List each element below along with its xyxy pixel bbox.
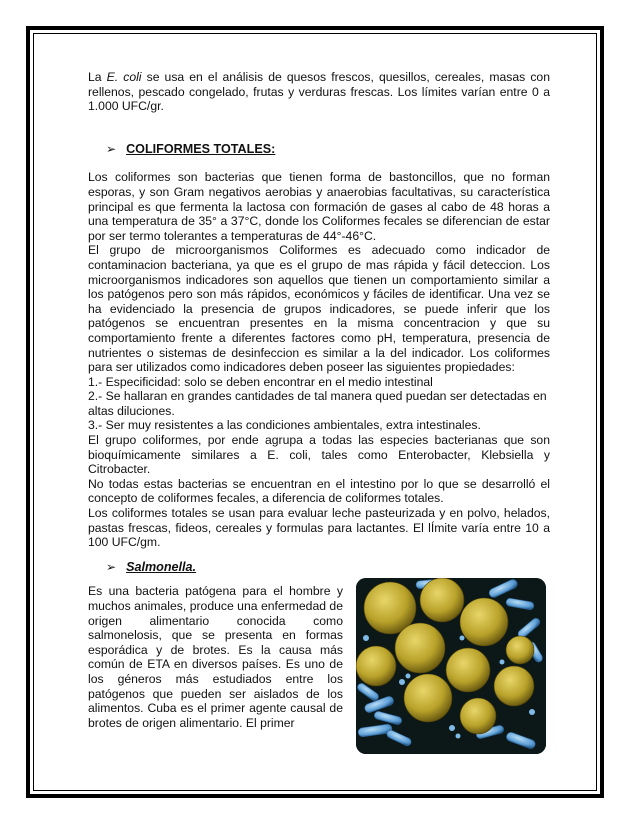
arrow-bullet-icon: ➢	[106, 141, 117, 156]
salmonella-title: Salmonella.	[126, 559, 197, 574]
coliformes-heading	[106, 142, 550, 157]
salmonella-section	[88, 560, 550, 731]
coliformes-paragraph-5: Los coliformes totales se usan para evaluar leche pasteurizada y en polvo, helados, pastas frescas, fideos, cereales y formulas para lactantes. El lÍmite varía entre 10 a 100 UFC/gm.	[88, 506, 550, 550]
list-item: 3.- Ser muy resistentes a las condiciones ambientales, extra intestinales.	[88, 418, 481, 433]
coliformes-paragraph-2: El grupo de microorganismos Coliformes es adecuado como indicador de contaminacion bacteriana, ya que es el grupo de mas rápida y fácil deteccion. Los microorganismos indicadores son aquellos que tienen un comportamiento similar a los patógenos pero son más rápidos, económicos y fáciles de identificar. Una vez se ha evidenciado la presencia de grupos indicadores, se puede inferir que los patógenos se encuentran presentes en la misma concentracion y que su comportamiento frente a diferentes factores como pH, temperatura, presencia de nutrientes o sistemas de desinfeccion es similar a la del indicador. Los coliformes para ser utilizados como indicadores deben poseer las siguientes propiedades:	[88, 243, 550, 375]
intro-text-start: La	[88, 70, 107, 84]
coliformes-paragraph-3: El grupo coliformes, por ende agrupa a todas las especies bacterianas que son bioquímicamente similares a E. coli, tales como Enterobacter, Klebsiella y Citrobacter.	[88, 433, 550, 477]
salmonella-paragraph: Es una bacteria patógena para el hombre y muchos animales, produce una enfermedad de origen alimentario conocida como salmonelosis, que se presenta en formas esporádica y de brotes. Es la causa más común de ETA en diversos países. Es uno de los géneros más estudiados entre los patógenos que pueden ser aislados de los alimentos. Cuba es el primer agente causal de brotes de origen alimentario. El primer	[88, 584, 343, 730]
bacteria-micrograph-image	[356, 578, 546, 754]
list-item: 2.- Se hallaran en grandes cantidades de tal manera qued puedan ser detectadas en altas diluciones.	[88, 389, 547, 418]
list-item: 1.- Especificidad: solo se deben encontrar en el medio intestinal	[88, 374, 433, 389]
micrograph-illustration	[356, 578, 546, 754]
page-content	[88, 70, 550, 730]
coliformes-paragraph-1: Los coliformes son bacterias que tienen forma de bastoncillos, que no forman esporas, y son Gram negativos aerobias y anaerobias facultativas, su característica principal es que fermenta la lactosa con formación de gases al cabo de 48 horas a una temperatura de 35° a 37°C, donde los Coliformes fecales se diferencian de estar por ser termo tolerantes a temperaturas de 44°-46°C.	[88, 170, 550, 243]
intro-text-rest: se usa en el análisis de quesos frescos, quesillos, cereales, masas con rellenos, pescado congelado, frutas y verduras frescas. Los límites varían entre 0 a 1.000 UFC/gr.	[88, 70, 550, 114]
ecoli-italic: E. coli	[106, 70, 142, 84]
intro-paragraph	[88, 70, 550, 114]
salmonella-heading	[106, 560, 550, 575]
coliformes-title: COLIFORMES TOTALES:	[126, 141, 276, 156]
coliformes-paragraph-4: No todas estas bacterias se encuentran en el intestino por lo que se desarrolló el concepto de coliformes fecales, a diferencia de coliformes totales.	[88, 476, 550, 506]
arrow-bullet-icon: ➢	[106, 559, 117, 574]
